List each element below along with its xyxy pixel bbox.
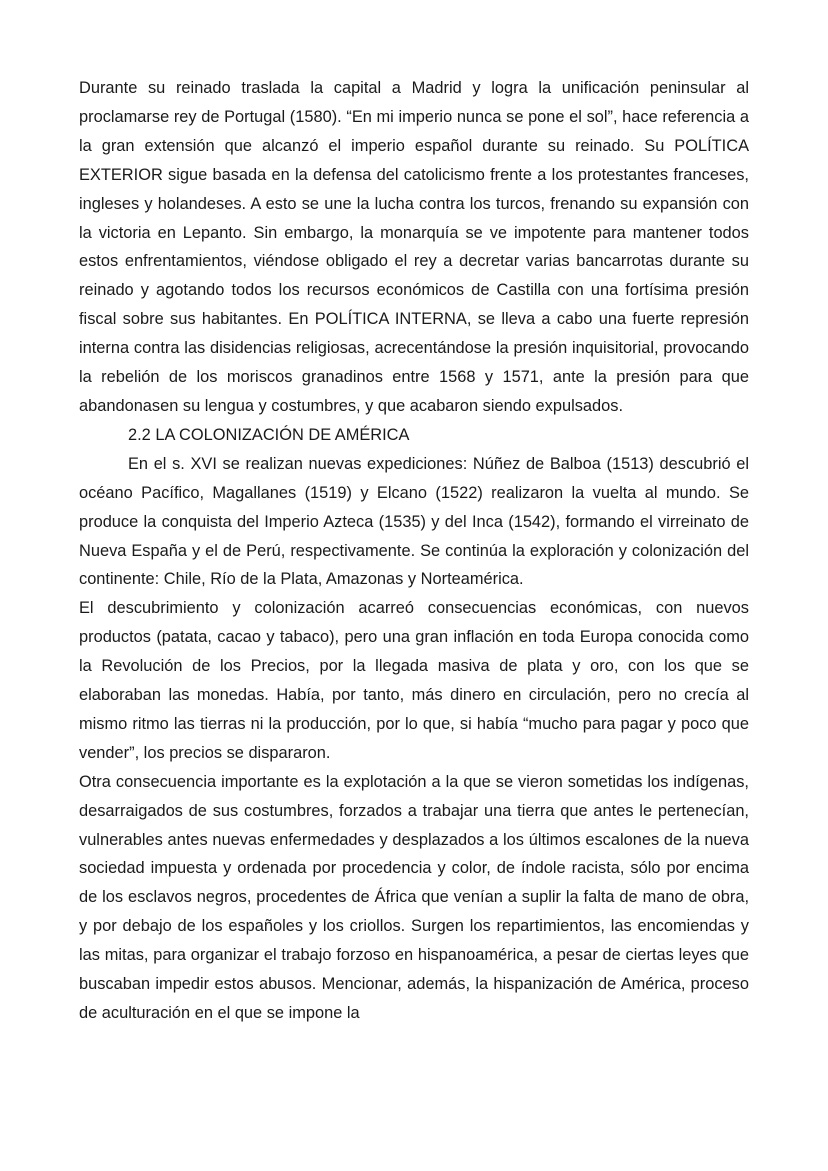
document-page <box>79 74 749 1028</box>
paragraph-felipe-ii-reign: Durante su reinado traslada la capital a Madrid y logra la unificación peninsular al proclamarse rey de Portugal (1580). “En mi imperio nunca se pone el sol”, hace referencia a la gran extensión que alcanzó el imperio español durante su reinado. Su POLÍTICA EXTERIOR sigue basada en la defensa del catolicismo frente a los protestantes franceses, ingleses y holandeses. A esto se une la lucha contra los turcos, frenando su expansión con la victoria en Lepanto. Sin embargo, la monarquía se ve impotente para mantener todos estos enfrentamientos, viéndose obligado el rey a decretar varias bancarrotas durante su reinado y agotando todos los recursos económicos de Castilla con una fortísima presión fiscal sobre sus habitantes. En POLÍTICA INTERNA, se lleva a cabo una fuerte represión interna contra las disidencias religiosas, acrecentándose la presión inquisitorial, provocando la rebelión de los moriscos granadinos entre 1568 y 1571, ante la presión para que abandonasen su lengua y costumbres, y que acabaron siendo expulsados. <box>79 79 749 415</box>
paragraph-economic-consequences: El descubrimiento y colonización acarreó consecuencias económicas, con nuevos productos (patata, cacao y tabaco), pero una gran inflación en toda Europa conocida como la Revolución de los Precios, por la llegada masiva de plata y oro, con los que se elaboraban las monedas. Había, por tanto, más dinero en circulación, pero no crecía al mismo ritmo las tierras ni la producción, por lo que, si había “mucho para pagar y poco que vender”, los precios se dispararon. <box>79 599 749 762</box>
paragraph-indigenous-exploitation: Otra consecuencia importante es la explotación a la que se vieron sometidas los indígenas, desarraigados de sus costumbres, forzados a trabajar una tierra que antes le pertenecían, vulnerables antes nuevas enfermedades y desplazados a los últimos escalones de la nueva sociedad impuesta y ordenada por procedencia y color, de índole racista, sólo por encima de los esclavos negros, procedentes de África que venían a suplir la falta de mano de obra, y por debajo de los españoles y los criollos. Surgen los repartimientos, las encomiendas y las mitas, para organizar el trabajo forzoso en hispanoamérica, a pesar de ciertas leyes que buscaban impedir estos abusos. Mencionar, además, la hispanización de América, proceso de aculturación en el que se impone la <box>79 772 749 1022</box>
paragraph-expeditions: En el s. XVI se realizan nuevas expediciones: Núñez de Balboa (1513) descubrió el océano Pacífico, Magallanes (1519) y Elcano (1522) realizaron la vuelta al mundo. Se produce la conquista del Imperio Azteca (1535) y del Inca (1542), formando el virreinato de Nueva España y el de Perú, respectivamente. Se continúa la exploración y colonización del continente: Chile, Río de la Plata, Amazonas y Norteamérica. <box>79 454 749 589</box>
section-heading: 2.2 LA COLONIZACIÓN DE AMÉRICA <box>128 425 410 444</box>
